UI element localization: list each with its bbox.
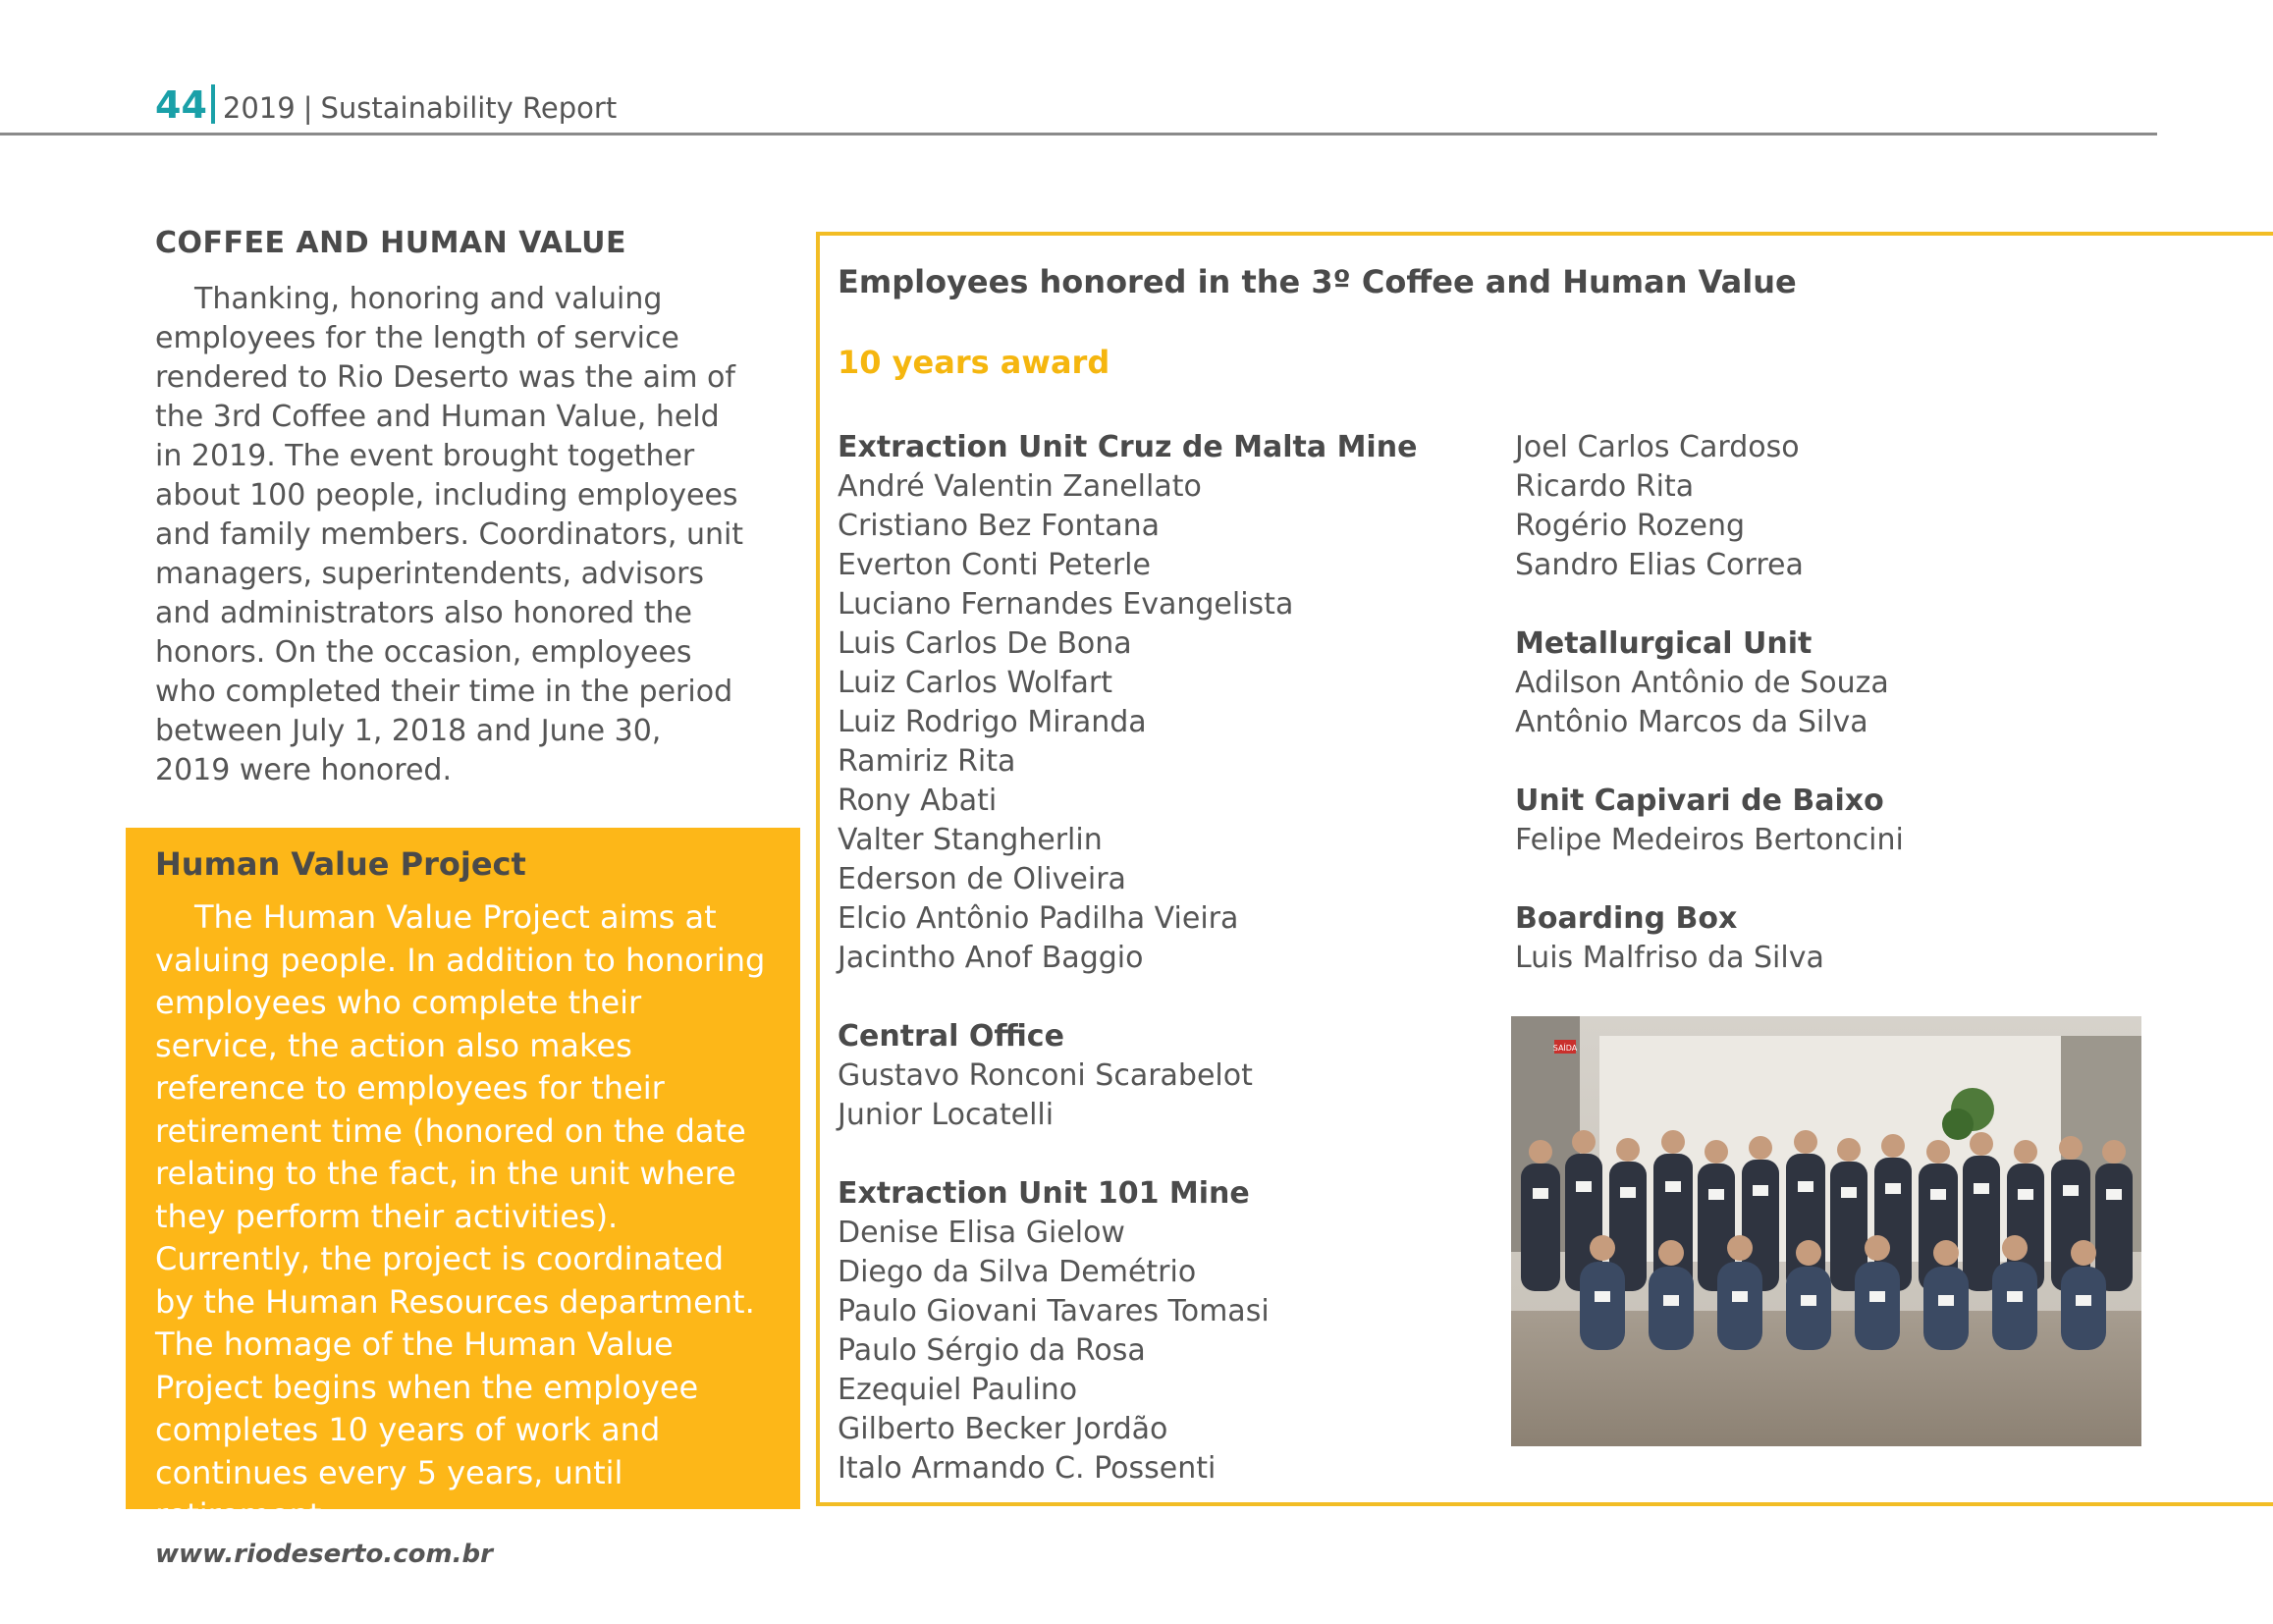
honoree-name: Gilberto Becker Jordão — [838, 1412, 1168, 1446]
group-title: Unit Capivari de Baixo — [1515, 784, 1884, 818]
exit-sign: SAÍDA — [1552, 1044, 1578, 1053]
honoree-name: Ezequiel Paulino — [838, 1373, 1078, 1407]
honoree-name: Rony Abati — [838, 784, 998, 818]
honoree-name: Paulo Sérgio da Rosa — [838, 1333, 1146, 1368]
group-title: Boarding Box — [1515, 901, 1738, 936]
group-mine-101 — [838, 1174, 1486, 1489]
group-title: Extraction Unit Cruz de Malta Mine — [838, 430, 1418, 464]
group-photo-illustration — [1511, 1016, 2141, 1446]
honoree-name: Junior Locatelli — [838, 1098, 1055, 1132]
honoree-name: Cristiano Bez Fontana — [838, 509, 1161, 543]
honoree-name: Paulo Giovani Tavares Tomasi — [838, 1294, 1270, 1328]
honoree-name: Gustavo Ronconi Scarabelot — [838, 1058, 1253, 1093]
group-cruz-de-malta-continued — [1515, 428, 2163, 585]
names-column-right — [1515, 428, 2163, 1017]
honoree-name: Elcio Antônio Padilha Vieira — [838, 901, 1239, 936]
honoree-name: Rogério Rozeng — [1515, 509, 1746, 543]
honoree-name: Antônio Marcos da Silva — [1515, 705, 1868, 739]
group-capivari — [1515, 782, 2163, 860]
honoree-name: Everton Conti Peterle — [838, 548, 1151, 582]
honoree-name: Ramiriz Rita — [838, 744, 1016, 779]
header-separator: | — [302, 91, 313, 125]
honoree-name: Joel Carlos Cardoso — [1515, 430, 1800, 464]
human-value-project-box — [126, 828, 800, 1534]
honoree-name: André Valentin Zanellato — [838, 469, 1202, 504]
group-boarding-box — [1515, 899, 2163, 978]
report-year: 2019 — [222, 91, 296, 125]
honoree-name: Denise Elisa Gielow — [838, 1216, 1125, 1250]
honoree-name: Jacintho Anof Baggio — [838, 941, 1144, 975]
honoree-name: Luciano Fernandes Evangelista — [838, 587, 1294, 622]
honoree-name: Valter Stangherlin — [838, 823, 1103, 857]
intro-paragraph: Thanking, honoring and valuing employees for the length of service rendered to Rio Deserto was the aim of the 3rd Coffee and Human Value, held in 2019. The event brought together about 100 people, including employees and family members. Coordinators, unit managers, superintendents, advisors and administrators also honored the honors. On the occasion, employees who completed their time in the period between July 1, 2018 and June 30, 2019 were honored. — [155, 282, 744, 787]
page-header — [155, 79, 617, 128]
intro-section — [155, 226, 744, 790]
footer-url: www.riodeserto.com.br — [155, 1540, 493, 1569]
honoree-name: Sandro Elias Correa — [1515, 548, 1804, 582]
award-title: 10 years award — [838, 344, 1110, 381]
honoree-name: Luis Malfriso da Silva — [1515, 941, 1824, 975]
group-metallurgical — [1515, 624, 2163, 742]
honoree-name: Felipe Medeiros Bertoncini — [1515, 823, 1904, 857]
honoree-name: Ricardo Rita — [1515, 469, 1695, 504]
honoree-name: Diego da Silva Demétrio — [838, 1255, 1197, 1289]
report-title: Sustainability Report — [320, 91, 618, 125]
header-rule — [0, 133, 2157, 135]
honoree-name: Italo Armando C. Possenti — [838, 1451, 1217, 1486]
honoree-name: Ederson de Oliveira — [838, 862, 1126, 896]
section-heading: COFFEE AND HUMAN VALUE — [155, 226, 626, 260]
honoree-name: Luiz Carlos Wolfart — [838, 666, 1112, 700]
group-title: Metallurgical Unit — [1515, 626, 1813, 661]
group-cruz-de-malta — [838, 428, 1486, 978]
group-photo — [1511, 1016, 2141, 1446]
group-title: Central Office — [838, 1019, 1064, 1054]
page-number: 44 — [155, 83, 207, 127]
panel-title: Employees honored in the 3º Coffee and Human Value — [838, 263, 1797, 300]
group-central-office — [838, 1017, 1486, 1135]
project-heading: Human Value Project — [155, 845, 526, 883]
group-title: Extraction Unit 101 Mine — [838, 1176, 1250, 1211]
honoree-name: Adilson Antônio de Souza — [1515, 666, 1889, 700]
project-paragraph: The Human Value Project aims at valuing people. In addition to honoring employees who complete their service, the action also makes reference to employees for their retirement time (honored on the date relating to the fact, in the unit where they perform their activities). Currently, the project is coordinated by the Human Resources department. The homage of the Human Value Project begins when the employee completes 10 years of work and continues every 5 years, until retirement. — [155, 898, 766, 1534]
names-column-left — [838, 428, 1486, 1528]
honoree-name: Luiz Rodrigo Miranda — [838, 705, 1147, 739]
page-number-divider — [211, 84, 215, 124]
honoree-name: Luis Carlos De Bona — [838, 626, 1132, 661]
